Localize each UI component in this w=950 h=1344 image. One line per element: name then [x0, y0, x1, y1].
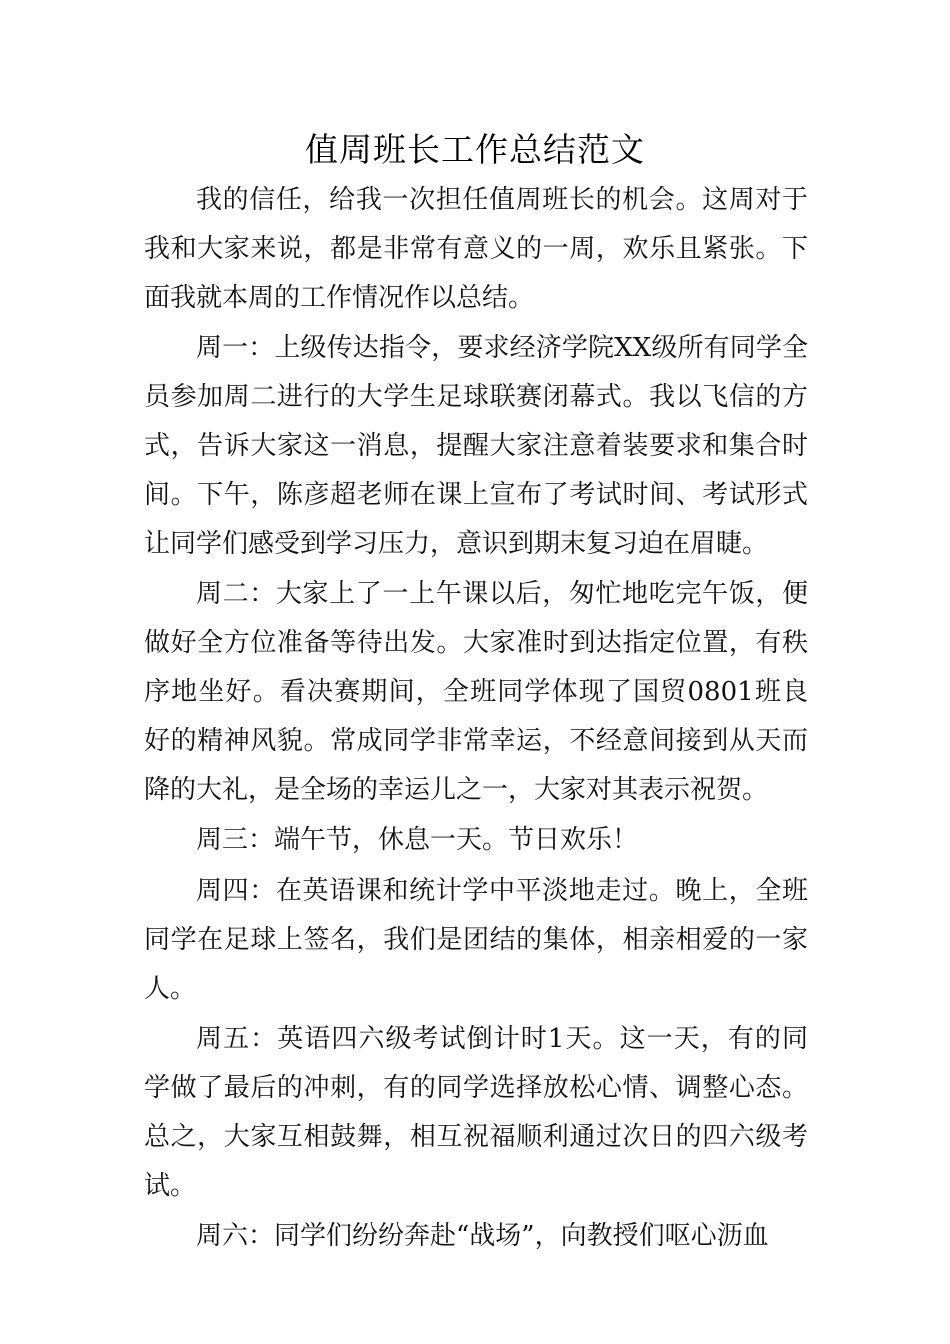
paragraph-wednesday: 周三：端午节，休息一天。节日欢乐！ — [196, 825, 639, 855]
paragraph-tuesday: 周二：大家上了一上午课以后，匆忙地吃完午饭，便做好全方位准备等待出发。大家准时到达指定位置，有秩序地坐好。看决赛期间，全班同学体现了国贸0801班良好的精神风貌。常成同学非常幸运，不经意间接到从天而降的大礼，是全场的幸运儿之一，大家对其表示祝贺。 — [144, 579, 808, 805]
paragraph-monday: 周一：上级传达指令，要求经济学院XX级所有同学全员参加周二进行的大学生足球联赛闭幕式。我以飞信的方式，告诉大家这一消息，提醒大家注意着装要求和集合时间。下午，陈彦超老师在课上宣布了考试时间、考试形式让同学们感受到学习压力，意识到期末复习迫在眉睫。 — [144, 333, 808, 559]
paragraph-friday: 周五：英语四六级考试倒计时1天。这一天，有的同学做了最后的冲刺，有的同学选择放松心情、调整心态。总之，大家互相鼓舞，相互祝福顺利通过次日的四六级考试。 — [144, 1024, 808, 1201]
paragraph-saturday: 周六：同学们纷纷奔赴“战场”，向教授们呕心沥血 — [196, 1221, 769, 1251]
paragraph-thursday: 周四：在英语课和统计学中平淡地走过。晚上，全班同学在足球上签名，我们是团结的集体，相亲相爱的一家人。 — [144, 876, 808, 1004]
document-title: 值周班长工作总结范文 — [305, 130, 645, 169]
paragraph-intro: 我的信任，给我一次担任值周班长的机会。这周对于我和大家来说，都是非常有意义的一周，欢乐且紧张。下面我就本周的工作情况作以总结。 — [144, 185, 808, 313]
document-body — [144, 176, 808, 1262]
